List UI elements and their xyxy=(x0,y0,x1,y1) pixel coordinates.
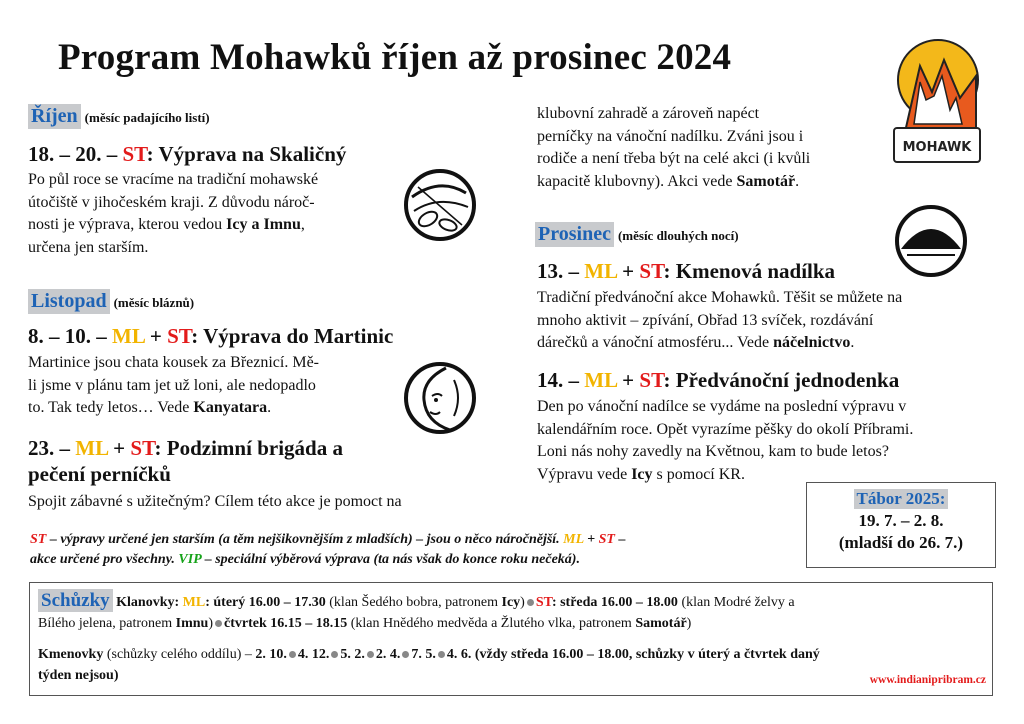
bullet-icon xyxy=(331,651,338,658)
camp-note: (mladší do 26. 7.) xyxy=(838,533,964,552)
event-title: 23. – ML + ST: Podzimní brigáda a pečení perníčků xyxy=(28,436,343,486)
camp-title: Tábor 2025: xyxy=(854,489,949,509)
event-title: 18. – 20. – ST: Výprava na Skaličný xyxy=(28,142,347,166)
month-label: Prosinec xyxy=(535,222,614,247)
event-description: Den po vánoční nadílce se vydáme na poslední výpravu v kalendářním roce. Opět vyrazíme pěšky do okolí Příbrami. Loni nás nohy zavedly na Květnou, kam to bude letos? Výpravu vede Icy s pomocí KR. xyxy=(537,398,914,483)
bullet-icon xyxy=(527,599,534,606)
bullet-icon xyxy=(402,651,409,658)
bullet-icon xyxy=(215,620,222,627)
legend: ST – výpravy určené jen starším (a těm nejšikovnějším z mladších) – jsou o něco náročnější. ML + ST – akce určené pro všechny. VIP – speciální výběrová výprava (ta nás však do konce roku nečeká). xyxy=(30,532,626,567)
meetings-box: Schůzky Klanovky: ML: úterý 16.00 – 17.30 (klan Šedého bobra, patronem Icy) ST: středa 16.00 – 18.00 (klan Modré želvy a Bílého jelena, patronem Imnu) čtvrtek 16.15 – 18.15 (klan Hnědého medvěda a Žlutého vlka, patronem Samotář) Kmenovky (schůzky celého oddílu) – 2. 10. 4. 12. 5. 2. 2. 4. 7. 5. 4. 6. (vždy středa 16.00 – 18.00, schůzky v úterý a čtvrtek daný týden nejsou) xyxy=(29,582,993,696)
night-moon-icon xyxy=(893,203,969,279)
website-link[interactable]: www.indianipribram.cz xyxy=(869,674,986,686)
bullet-icon xyxy=(438,651,445,658)
camp-box xyxy=(806,482,996,568)
month-subtitle: (měsíc dlouhých nocí) xyxy=(617,228,739,243)
event-description: Po půl roce se vracíme na tradiční mohawské útočiště v jihočeském kraji. Z důvodu nároč- nosti je výprava, kterou vedou Icy a Imnu, určena jen starším. xyxy=(28,171,319,256)
logo-text: MOHAWK xyxy=(902,140,972,155)
face-moon-icon xyxy=(402,360,478,436)
event-title: 14. – ML + ST: Předvánoční jednodenka xyxy=(537,368,900,392)
meetings-label: Schůzky xyxy=(38,589,113,612)
month-header-prosinec xyxy=(535,222,739,247)
month-header-rijen xyxy=(28,104,210,129)
month-subtitle: (měsíc padajícího listí) xyxy=(84,110,210,125)
camp-dates: 19. 7. – 2. 8. xyxy=(858,511,944,530)
mohawk-logo xyxy=(890,36,986,170)
leaf-moon-icon xyxy=(402,167,478,243)
bullet-icon xyxy=(289,651,296,658)
event-description: Spojit zábavné s užitečným? Cílem této akce je pomoct na xyxy=(28,493,402,510)
event-description: Martinice jsou chata kousek za Březnicí. Mě- li jsme v plánu tam jet už loni, ale nedopadlo to. Tak tedy letos… Vede Kanyatara. xyxy=(28,354,319,416)
event-title: 13. – ML + ST: Kmenová nadílka xyxy=(537,259,836,283)
bullet-icon xyxy=(367,651,374,658)
event-description: Tradiční předvánoční akce Mohawků. Těšit se můžete na mnoho aktivit – zpívání, Obřad 13 svíček, rozdávání dárečků a vánoční atmosféru... Vede náčelnictvo. xyxy=(537,289,903,351)
month-label: Listopad xyxy=(28,289,110,314)
month-header-listopad xyxy=(28,289,194,314)
page-title: Program Mohawků říjen až prosinec 2024 xyxy=(58,37,732,78)
month-subtitle: (měsíc bláznů) xyxy=(113,295,195,310)
event-description-continued: klubovní zahradě a zároveň napéct perníčky na vánoční nadílku. Zváni jsou i rodiče a není třeba být na celé akci (i kvůli kapacitě klubovny). Akci vede Samotář. xyxy=(537,105,811,190)
event-title: 8. – 10. – ML + ST: Výprava do Martinic xyxy=(28,324,394,348)
month-label: Říjen xyxy=(28,104,81,129)
